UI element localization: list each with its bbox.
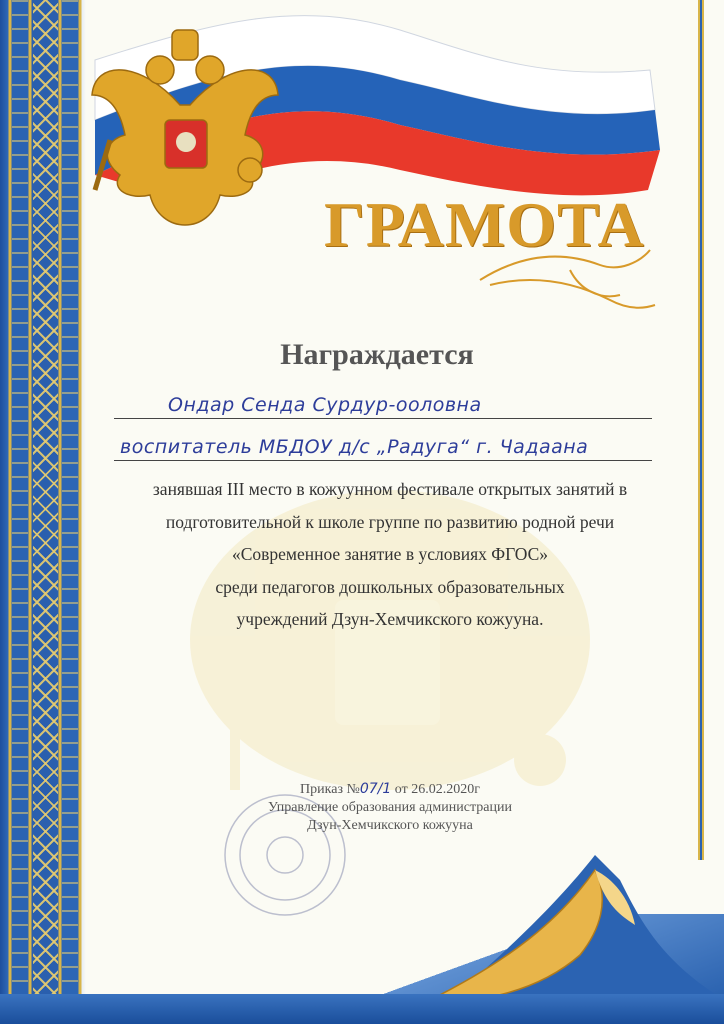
order-number: 07/1 [359, 781, 392, 797]
issuer-line-2: Дзун-Хемчикского кожууна [307, 818, 473, 833]
description-line: подготовительной к школе группе по развитию родной речи [165, 511, 615, 532]
recipient-position: воспитатель МБДОУ д/с „Радуга“ г. Чадаана [120, 436, 589, 458]
description-line: «Современное занятие в условиях ФГОС» [231, 544, 549, 564]
description-line: учреждений Дзун-Хемчикского кожууна. [236, 609, 544, 629]
order-prefix: Приказ № [300, 782, 360, 797]
recipient-name: Ондар Сенда Сурдур-ооловна [168, 394, 482, 416]
awarded-heading: Награждается [280, 338, 474, 371]
description-line: среди педагогов дошкольных образовательных [215, 576, 565, 597]
bottom-band [0, 994, 724, 1024]
certificate-title: ГРАМОТА [324, 189, 645, 260]
order-date: от 26.02.2020г [391, 782, 480, 797]
issuer-line-1: Управление образования администрации [268, 800, 512, 815]
description-line: занявшая III место в кожуунном фестивале открытых занятий в [152, 479, 628, 499]
